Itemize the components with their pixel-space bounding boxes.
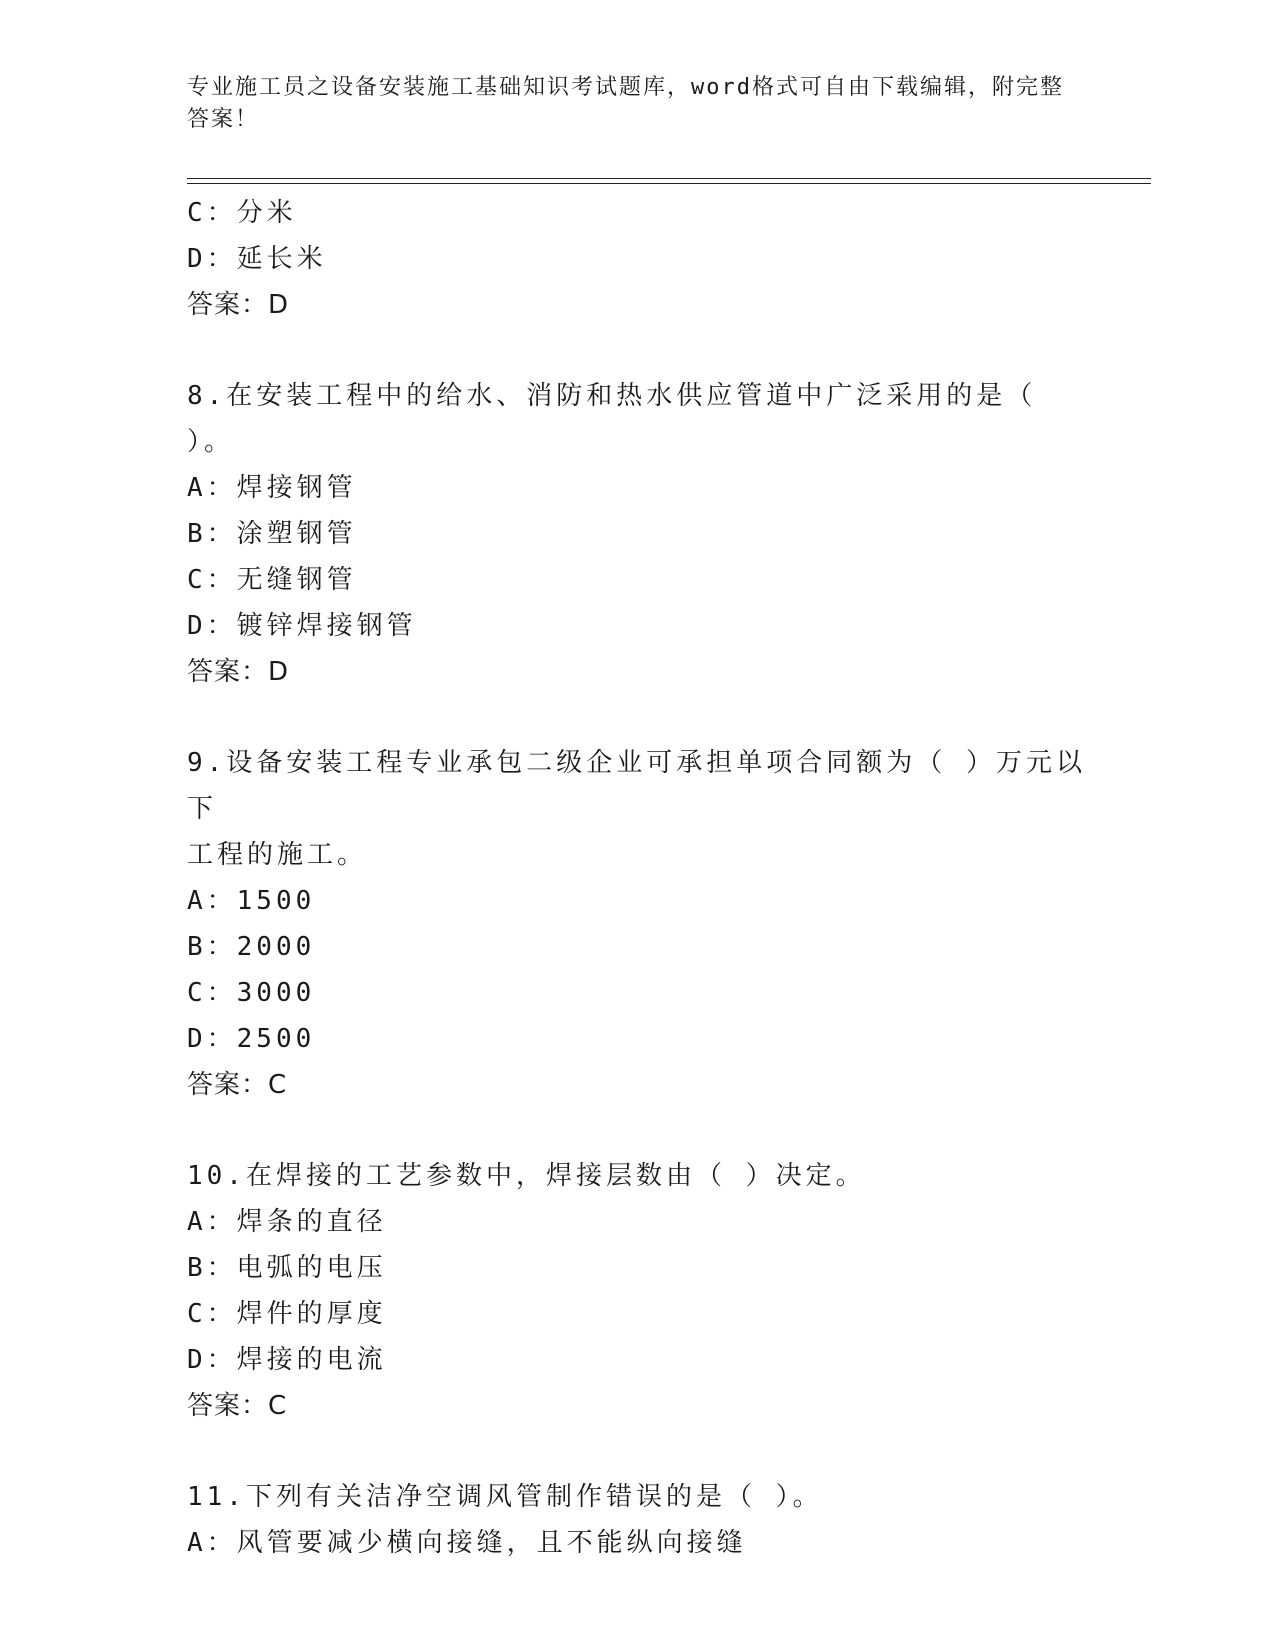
question-9 <box>187 740 1087 1108</box>
header-rule-top <box>187 178 1151 179</box>
question-10 <box>187 1153 1087 1429</box>
option-b: B：涂塑钢管 <box>187 519 357 549</box>
option-c: C：分米 <box>187 198 297 228</box>
option-b: B：2000 <box>187 932 316 962</box>
question-8 <box>187 373 1087 695</box>
question-stem: 10.在焊接的工艺参数中，焊接层数由（ ）决定。 <box>187 1161 866 1191</box>
question-stem: 11.下列有关洁净空调风管制作错误的是（ ）。 <box>187 1482 823 1512</box>
answer-line: 答案：C <box>187 1391 288 1421</box>
option-a: A：焊条的直径 <box>187 1207 387 1237</box>
question-stem-line-2: 工程的施工。 <box>187 840 368 870</box>
option-a: A：风管要减少横向接缝，且不能纵向接缝 <box>187 1528 747 1558</box>
option-c: C：焊件的厚度 <box>187 1299 387 1329</box>
option-d: D：延长米 <box>187 244 327 274</box>
option-a: A：焊接钢管 <box>187 473 357 503</box>
page-header <box>187 72 1067 136</box>
option-d: D：焊接的电流 <box>187 1345 387 1375</box>
option-c: C：3000 <box>187 978 316 1008</box>
question-11 <box>187 1474 1087 1566</box>
question-7-continuation <box>187 190 1087 328</box>
option-c: C：无缝钢管 <box>187 565 357 595</box>
answer-line: 答案：D <box>187 657 290 687</box>
header-text: 专业施工员之设备安装施工基础知识考试题库，word格式可自由下载编辑，附完整答案！ <box>187 75 1064 132</box>
question-content <box>187 190 1087 1566</box>
question-stem: 8.在安装工程中的给水、消防和热水供应管道中广泛采用的是（ ）。 <box>187 381 1037 457</box>
option-d: D：2500 <box>187 1024 316 1054</box>
answer-line: 答案：C <box>187 1070 288 1100</box>
option-b: B：电弧的电压 <box>187 1253 387 1283</box>
answer-line: 答案：D <box>187 290 290 320</box>
option-a: A：1500 <box>187 886 316 916</box>
header-rule-bottom <box>187 183 1151 184</box>
option-d: D：镀锌焊接钢管 <box>187 611 417 641</box>
question-stem-line-1: 9.设备安装工程专业承包二级企业可承担单项合同额为（ ）万元以下 <box>187 748 1086 824</box>
